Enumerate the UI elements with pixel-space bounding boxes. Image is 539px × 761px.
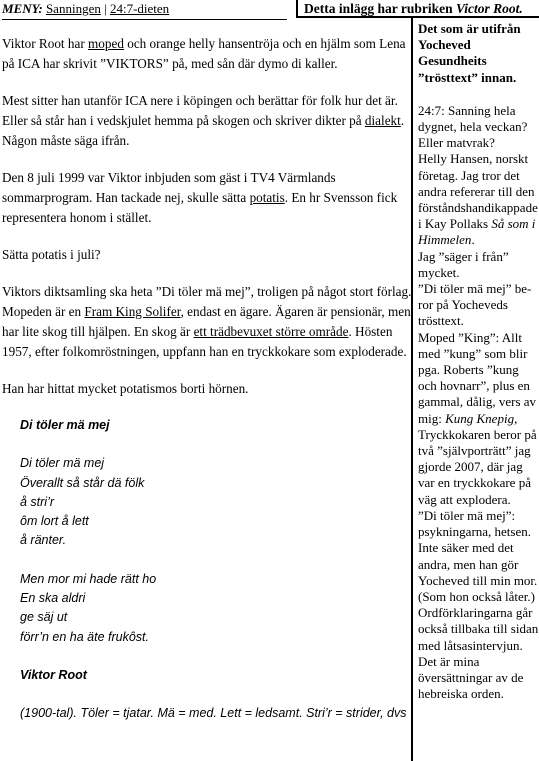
poem-line: Di töler mä mej xyxy=(20,456,105,471)
poem-title: Di töler mä mej xyxy=(20,418,110,432)
sidebar-note: ”Di töler mä mej”: psykningarna, hetsen. Inte säker med det andra, men han gör Yocheved till min mor. (Som hon också låter.) xyxy=(418,507,538,604)
post-header xyxy=(296,0,539,18)
poem-gloss: (1900-tal). Töler = tjatar. Mä = med. Lett = ledsamt. Stri’r = strider, dvs xyxy=(20,706,407,721)
menu-link-sanningen[interactable]: Sanningen xyxy=(45,1,101,16)
paragraph-4: Sätta potatis i juli? xyxy=(2,247,101,262)
top-menu xyxy=(2,0,292,20)
poem-stanza-2 xyxy=(20,570,412,647)
text: Helly Hansen, norskt företag. Jag tror det andra refererar till den förståndshandikappade i Kay Pollaks xyxy=(418,151,538,232)
link-skog[interactable]: ett trädbevuxet större område xyxy=(193,324,349,339)
link-moped[interactable]: moped xyxy=(88,36,124,51)
paragraph-2 xyxy=(2,91,412,151)
text: , endast en ägare. Ägaren är pensionär, men har lite skog till hjälpen. En skog är xyxy=(2,304,411,339)
post-header-text: Detta inlägg har rubriken xyxy=(304,1,457,16)
poem-line: En ska aldri xyxy=(20,591,86,606)
text: Viktor Root har xyxy=(2,36,89,51)
menu-underline xyxy=(2,19,287,20)
menu-label: MENY: xyxy=(2,1,43,16)
sidebar-note: Jag ”säger i från” mycket. xyxy=(418,248,509,280)
text: . En hr Svensson fick representera honom i stället. xyxy=(2,190,398,225)
paragraph-5 xyxy=(2,282,412,362)
sidebar-note: ”Di töler mä mej” beror på Yocheveds trösttext. xyxy=(418,281,532,329)
poem xyxy=(2,416,412,724)
sidebar-note: 24:7: Sanning hela dygnet, hela veckan? Eller matvrak? xyxy=(418,102,528,151)
text: Så som i Himmelen xyxy=(418,216,536,248)
poem-line: ôm lort å lett xyxy=(20,514,89,529)
paragraph-3 xyxy=(2,168,412,228)
post-header-title: Victor Root. xyxy=(456,1,523,16)
text: Moped ”King”: Allt med ”kung” som blir pga. Roberts ”kung och hovnarr”, plus en gammal, dålig, vers av mig: xyxy=(418,329,537,426)
paragraph-1 xyxy=(2,34,412,74)
text: Viktors diktsamling ska heta ”Di töler mä mej”, troligen på något stort förlag. Mopeden är en xyxy=(2,284,412,319)
poem-line: förr’n en ha äte frukôst. xyxy=(20,629,150,644)
text: . Hösten 1957, efter folkomröstningen, uppfann han en tryckkokare som exploderade. xyxy=(2,324,407,359)
sidebar-intro: Det som är utifrån Yocheved Gesundheits ”trösttext” innan. xyxy=(418,21,521,85)
menu-separator: | xyxy=(104,1,107,16)
sidebar-note: Ordförklaringarna går också tillbaka till sidan med låtsasintervjun. Det är mina översättningar av de hebreiska orden. xyxy=(418,605,539,702)
link-fram-king-solifer[interactable]: Fram King Solifer xyxy=(84,304,181,319)
main-article xyxy=(2,34,412,724)
poem-line: å stri’r xyxy=(20,494,55,509)
sidebar-note: Tryckkokaren beror på två ”självporträtt” jag gjorde 2007, där jag var en tryckkokare på väg att explodera. xyxy=(418,426,537,507)
text: och orange helly hansentröja och en hjälm som Lena på ICA har skrivit ”VIKTORS” på, med sån där dymo di kaller. xyxy=(2,36,406,71)
sidebar-divider xyxy=(411,18,413,761)
text: Den 8 juli 1999 var Viktor inbjuden som gäst i TV4 Värmlands sommarprogram. Han tackade nej, skulle sätta xyxy=(2,170,336,205)
link-dialekt[interactable]: dialekt xyxy=(364,113,401,128)
menu-link-247-dieten[interactable]: 24:7-dieten xyxy=(109,1,170,16)
poem-line: Men mor mi hade rätt ho xyxy=(20,571,157,586)
poem-line: Överallt så står dä fölk xyxy=(20,475,145,490)
poem-stanza-1 xyxy=(20,454,412,550)
paragraph-6: Han har hittat mycket potatismos borti hörnen. xyxy=(2,381,249,396)
sidebar-notes xyxy=(418,21,539,702)
sidebar-note xyxy=(418,151,539,248)
text: . xyxy=(471,232,475,248)
poem-line: å ränter. xyxy=(20,533,67,548)
text: Kung Knepig, xyxy=(445,410,518,426)
poem-line: ge säj ut xyxy=(20,610,68,625)
sidebar-note xyxy=(418,330,539,427)
text: . Någon måste säga ifrån. xyxy=(2,113,405,148)
link-potatis[interactable]: potatis xyxy=(249,190,285,205)
poem-author: Viktor Root xyxy=(20,667,87,682)
text: Mest sitter han utanför ICA nere i köpingen och berättar för folk hur det är. Eller så står han i vedskjulet hemma på skogen och skriver dikter på xyxy=(2,93,398,128)
